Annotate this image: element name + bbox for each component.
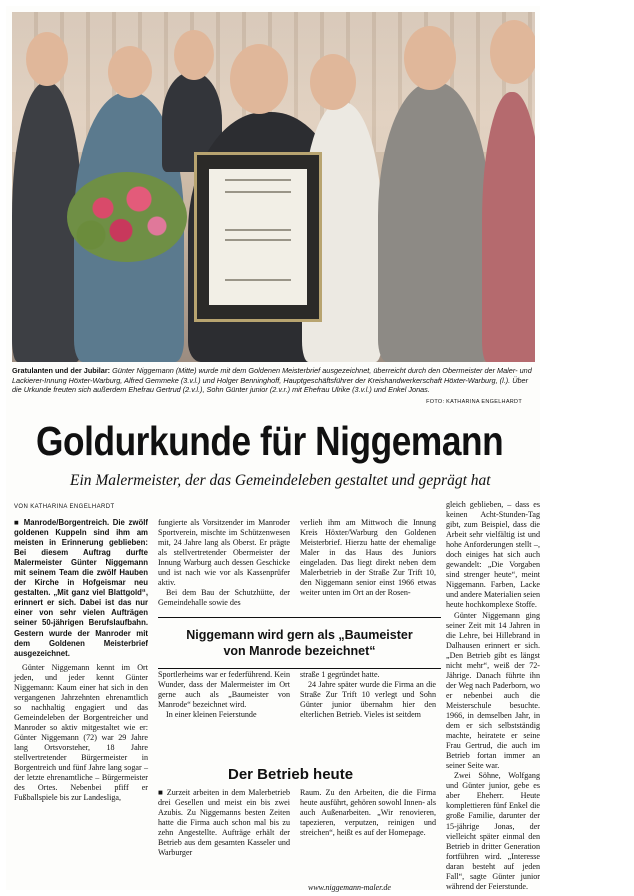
person-head bbox=[310, 54, 356, 110]
person-head bbox=[230, 44, 288, 114]
body-paragraph: verlieh ihm am Mittwoch die Innung Kreis Höxter/Warburg den Goldenen Meisterbrief. Hierzu hatte der ehemalige Maler in das Haus des Juniors eingeladen. Das liegt direkt neben dem Malerbetrieb in der Straße Zur Trift 10, den Niggemann senior einst 1966 etwas weiter unten im Ort an der Rosen- bbox=[300, 518, 436, 598]
framed-certificate bbox=[194, 152, 322, 322]
certificate-paper bbox=[209, 169, 307, 305]
column-2-bottom bbox=[158, 788, 290, 858]
body-paragraph: In einer kleinen Feierstunde bbox=[166, 710, 257, 720]
person-head bbox=[26, 32, 68, 86]
pull-quote-box bbox=[158, 617, 441, 669]
certificate-line bbox=[225, 279, 291, 281]
flower-bouquet bbox=[67, 172, 187, 262]
person-head bbox=[404, 26, 456, 90]
body-paragraph: Zwei Söhne, Wolfgang und Günter junior, gebe es aber Eheherr. Heute komplettieren fünf Enkel die große Familie, darunter der 15-jährige Jonas, der vielleicht später einmal den Betrieb in dritter Generation fortführen wird. „Interesse daran besteht auf jeden Fall“, sagte Günter junior während der Feierstunde. bbox=[446, 771, 540, 891]
section-subhead: Der Betrieb heute bbox=[228, 766, 354, 783]
pull-quote-line-2: von Manrode bezeichnet“ bbox=[223, 644, 376, 658]
person-head bbox=[490, 20, 535, 84]
body-paragraph: ■ Zurzeit arbeiten in dem Malerbetrieb drei Gesellen und meist ein bis zwei Azubis. Zu Niggemanns besten Zeiten hatte die Firma auch schon mal bis zu zehn Angestellte. Aufträge erhält der Betrieb aus dem gesamten Kasseler und Warburger bbox=[158, 788, 290, 858]
photo-credit: FOTO: KATHARINA ENGELHARDT bbox=[426, 399, 522, 405]
byline: VON KATHARINA ENGELHARDT bbox=[14, 504, 115, 510]
person-silhouette bbox=[482, 92, 535, 362]
body-paragraph: straße 1 gegründet hatte. bbox=[300, 670, 380, 679]
caption-label: Gratulanten und der Jubilar: bbox=[12, 366, 111, 375]
body-paragraph: Günter Niggemann ging seiner Zeit mit 14 Jahren in die Lehre, bei Hillebrand in Dalhausen erinnert er sich. „Den Betrieb gibt es längst nicht mehr“, weiß der 72-Jährige. Danach führte ihn der Weg nach Paderborn, wo er nebenbei auch die Meisterschule besuchte. 1966, in demselben Jahr, in dem er sich selbstständig machte, heiratete er seine Frau Gertrud, die auch im Betrieb fortan immer an seiner Seite war. bbox=[446, 610, 540, 771]
column-3-middle bbox=[300, 670, 436, 720]
caption-text: Günter Niggemann (Mitte) wurde mit dem Goldenen Meisterbrief ausgezeichnet, überreicht durch den Obermeister der Maler- und Lackierer-Innung Höxter-Warburg, Alfred Gemmeke (3.v.l.) und Holger Benninghoff, Hauptgeschäftsführer der Kreishandwerkerschaft Höxter-Warburg, (l.). Über die Urkunde freuten sich außerdem Ehefrau Gertrud (2.v.l.), Sohn Günter junior (2.v.r.) mit Ehefrau Ulrike (3.v.l.) und Enkel Jonas. bbox=[12, 366, 532, 395]
article-headline: Goldurkunde für Niggemann bbox=[36, 418, 504, 464]
photo-caption bbox=[12, 366, 534, 395]
company-url: www.niggemann-maler.de bbox=[308, 883, 391, 892]
body-paragraph: Raum. Zu den Arbeiten, die die Firma heute ausführt, gehören sowohl Innen- als auch Außenarbeiten. „Wir renovieren, tapezieren, verputzen, reinigen und streichen“, heißt es auf der Homepage. bbox=[300, 788, 436, 838]
body-paragraph: Günter Niggemann kennt im Ort jeden, und jeder kennt Günter Niggemann: Kaum einer hat sich in den vergangenen Jahrzehnten ehrenamtlich so nachhaltig engagiert und das Gemeindeleben der Borgentreicher und Manroder so aktiv mitgestaltet wie er: Günter Niggemann (72) war 29 Jahre lang Ortsvorsteher, 18 Jahre stellvertretender Bürgermeister in Borgentreich und fünf Jahre lang sogar – der letzte ehrenamtliche – Bürgermeister des Ortes. Nebenbei pfiff er Fußballspiele bis zur Landesliga, bbox=[14, 662, 148, 803]
body-paragraph: Sportlerheims war er federführend. Kein Wunder, dass der Malermeister im Ort gerne auch als „Baumeister von Manrode“ bezeichnet wird. bbox=[158, 670, 290, 710]
article-lead: ■ Manrode/Borgentreich. Die zwölf goldenen Kuppeln sind ihm am meisten in Erinnerung geblieben: Bei diesem Auftrag durfte Malermeister Günter Niggemann mit seinem Team die zwölf Hauben der Kirche in Hofgeismar neu gestalten. „Mit ganz viel Blattgold“, erinnert er sich. Dabei ist das nur einer von sehr vielen Aufträgen seiner 50-jährigen Berufslaufbahn. Gestern wurde der Manroder mit dem Goldenen Meisterbrief ausgezeichnet. bbox=[14, 518, 148, 658]
person-head bbox=[174, 30, 214, 80]
column-4 bbox=[446, 500, 540, 892]
person-silhouette bbox=[378, 82, 490, 362]
certificate-line bbox=[225, 191, 291, 193]
page-margin bbox=[540, 0, 628, 896]
body-paragraph: gleich geblieben, – dass es keinen Acht-Stunden-Tag gibt, zum Beispiel, dass die Arbeit sehr vielfältig ist und hohe Anforderungen stellt –, doch einiges hat sich auch gewandelt: „Die Vorgaben sind strenger heute“, meint Niggemann. Farben, Lacke und andere Materialien seien heute hochkomplexe Stoffe. bbox=[446, 500, 540, 610]
body-paragraph: fungierte als Vorsitzender im Manroder Sportverein, mischte im Schützenwesen mit, 24 Jahre lang als Oberst. Er prägte als stellvertretender Obermeister der Innung Warburg auch dessen Geschicke und ist nach wie vor als Kassenprüfer aktiv. bbox=[158, 518, 290, 588]
body-paragraph: 24 Jahre später wurde die Firma an die Straße Zur Trift 10 verlegt und Sohn Günter junior übernahm hier den elterlichen Betrieb. Vieles ist seitdem bbox=[300, 680, 436, 720]
certificate-line bbox=[225, 229, 291, 231]
newspaper-clipping bbox=[6, 6, 628, 890]
column-1 bbox=[14, 518, 148, 803]
person-head bbox=[108, 46, 152, 98]
column-3 bbox=[300, 518, 436, 598]
column-2 bbox=[158, 518, 290, 608]
group-photo bbox=[12, 12, 535, 362]
body-paragraph: Bei dem Bau der Schutzhütte, der Gemeindehalle sowie des bbox=[158, 588, 290, 608]
certificate-line bbox=[225, 179, 291, 181]
pull-quote-line-1: Niggemann wird gern als „Baumeister bbox=[186, 628, 413, 642]
column-3-bottom bbox=[300, 788, 436, 838]
article-subline: Ein Malermeister, der das Gemeindeleben gestaltet und geprägt hat bbox=[70, 472, 491, 489]
column-2-middle bbox=[158, 670, 290, 720]
certificate-line bbox=[225, 239, 291, 241]
